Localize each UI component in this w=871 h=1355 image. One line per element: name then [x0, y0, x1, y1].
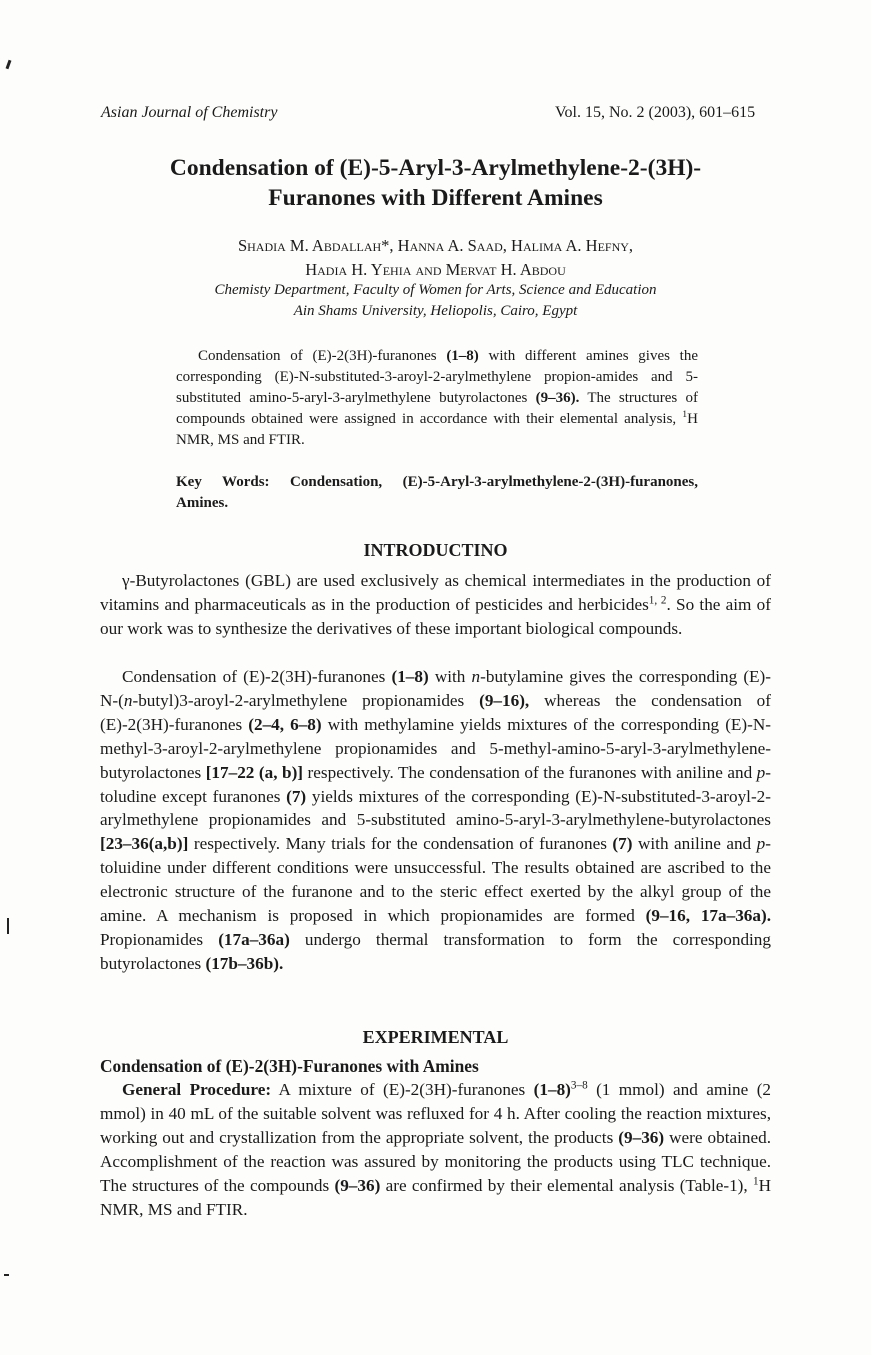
- volume-info: Vol. 15, No. 2 (2003), 601–615: [555, 104, 756, 121]
- abstract: Condensation of (E)-2(3H)-furanones (1–8) with different amines gives the corresponding (E)-N-substituted-3-aroyl-2-arylmethylene propion-amides and 5-substituted amino-5-aryl-3-arylmethylene butyrolactones (9–36). The structures of compounds obtained were assigned in accordance with their elemental analysis, $^1$H NMR, MS and FTIR.: [176, 348, 698, 448]
- subsection-heading: Condensation of (E)-2(3H)-Furanones with Amines: [100, 1056, 479, 1076]
- journal-name: Asian Journal of Chemistry: [101, 104, 278, 121]
- section-heading-experimental: EXPERIMENTAL: [362, 1027, 509, 1047]
- scan-speck: [7, 918, 9, 934]
- title-line-2: Furanones with Different Amines: [268, 185, 603, 211]
- paper-title: [100, 153, 771, 213]
- authors-line-1: Shadia M. Abdallah*, Hanna A. Saad, Halima A. Hefny,: [237, 236, 634, 255]
- keywords: Key Words: Condensation, (E)-5-Aryl-3-arylmethylene-2-(3H)-furanones, Amines.: [176, 474, 698, 511]
- affiliation-line-2: Ain Shams University, Heliopolis, Cairo, Egypt: [293, 303, 578, 319]
- title-line-1: Condensation of (E)-5-Aryl-3-Arylmethylene-2-(3H)-: [169, 155, 702, 181]
- section-heading-introduction: INTRODUCTINO: [363, 540, 508, 560]
- scan-speck: [6, 60, 12, 69]
- affiliation-line-1: Chemisty Department, Faculty of Women for Arts, Science and Education: [214, 282, 657, 298]
- intro-paragraph-1: γ-Butyrolactones (GBL) are used exclusively as chemical intermediates in the production of vitamins and pharmaceuticals as in the production of pesticides and herbicides$^{1, 2}$. So the aim of our work was to synthesize the derivatives of these important biological compounds.: [100, 571, 771, 638]
- authors-line-2: Hadia H. Yehia and Mervat H. Abdou: [305, 260, 566, 279]
- intro-paragraph-2: Condensation of (E)-2(3H)-furanones (1–8) with n-butylamine gives the corresponding (E)-N-(n-butyl)3-aroyl-2-arylmethylene propionamides (9–16), whereas the condensation of (E)-2(3H)-furanones (2–4, 6–8) with methylamine yields mixtures of the corresponding (E)-N-methyl-3-aroyl-2-arylmethylene propionamides and 5-methyl-amino-5-aryl-3-arylmethylene-butyrolactones [17–22 (a, b)] respectively. The condensation of the furanones with aniline and p-toludine except furanones (7) yields mixtures of the corresponding (E)-N-substituted-3-aroyl-2-arylmethylene propionamides and 5-substituted amino-5-aryl-3-arylmethylene-butyrolactones [23–36(a,b)] respectively. Many trials for the condensation of furanones (7) with aniline and p-toluidine under different conditions were unsuccessful. The results obtained are ascribed to the electronic structure of the furanone and to the steric effect exerted by the alkyl group of the amine. A mechanism is proposed in which propionamides are formed (9–16, 17a–36a). Propionamides (17a–36a) undergo thermal transformation to form the corresponding butyrolactones (17b–36b).: [100, 667, 772, 973]
- general-procedure-paragraph: General Procedure: A mixture of (E)-2(3H)-furanones $(1-8)^{3-8}$ (1 mmol) and amine (2 mmol) in 40 mL of the suitable solvent was refluxed for 4 h. After cooling the reaction mixtures, working out and crystallization from the appropriate solvent, the products (9–36) were obtained. Accomplishment of the reaction was assured by monitoring the products using TLC technique. The structures of the compounds (9–36) are confirmed by their elemental analysis (Table-1), $^1$H NMR, MS and FTIR.: [100, 1079, 772, 1219]
- affiliation: [100, 280, 771, 322]
- scan-speck: [4, 1274, 9, 1276]
- author-list: [100, 234, 771, 282]
